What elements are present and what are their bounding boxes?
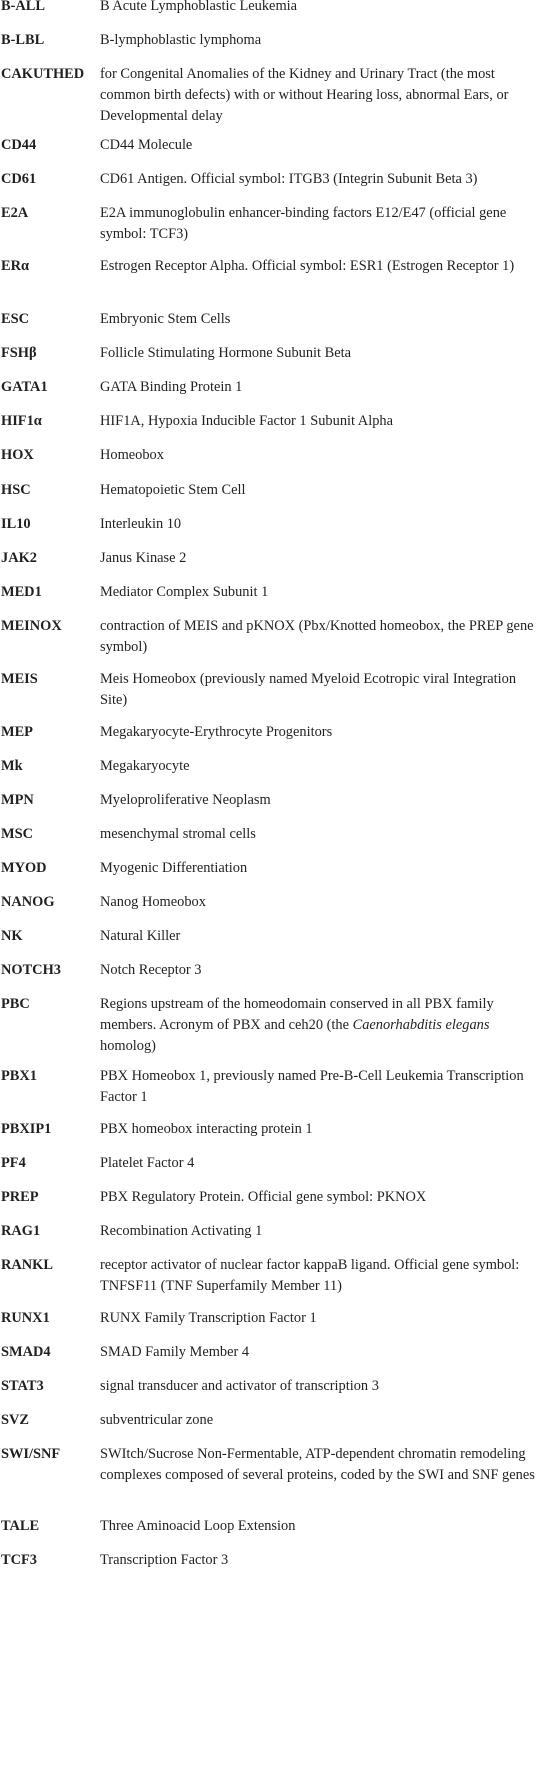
glossary-definition: E2A immunoglobulin enhancer-binding factors E12/E47 (official gene symbol: TCF3)	[100, 205, 507, 242]
glossary-entry	[0, 0, 558, 17]
glossary-term: JAK2	[1, 550, 37, 566]
glossary-definition: RUNX Family Transcription Factor 1	[100, 1310, 317, 1326]
glossary-term: GATA1	[1, 379, 48, 395]
glossary-definition	[100, 994, 558, 1057]
glossary-entry	[0, 1153, 558, 1174]
glossary-definition: SWItch/Sucrose Non-Fermentable, ATP-dependent chromatin remodeling complexes composed of several proteins, coded by the SWI and SNF genes	[100, 1446, 535, 1483]
glossary-definition: Hematopoietic Stem Cell	[100, 482, 246, 498]
glossary-term: MSC	[1, 826, 33, 842]
glossary-term: PBXIP1	[1, 1121, 52, 1137]
glossary-entry	[0, 30, 558, 51]
species-name: Caenorhabditis elegans	[352, 1017, 490, 1033]
glossary-entry	[0, 616, 558, 658]
glossary-definition: Notch Receptor 3	[100, 962, 202, 978]
glossary-definition: Follicle Stimulating Hormone Subunit Beta	[100, 345, 352, 361]
glossary-entry	[0, 203, 558, 245]
glossary-term: E2A	[1, 205, 29, 221]
glossary-definition: PBX Regulatory Protein. Official gene symbol: PKNOX	[100, 1189, 427, 1205]
definition-text: Regions upstream of the homeodomain conserved in all PBX family members. Acronym of PBX and ceh20 (the	[100, 996, 494, 1033]
glossary-definition: mesenchymal stromal cells	[100, 826, 256, 842]
glossary-definition: SMAD Family Member 4	[100, 1344, 250, 1360]
glossary-entry	[0, 824, 558, 845]
glossary-term: HIF1α	[1, 413, 42, 429]
glossary-term: RUNX1	[1, 1310, 50, 1326]
glossary-term: Mk	[1, 758, 23, 774]
glossary-term: ERα	[1, 258, 30, 274]
glossary-definition: GATA Binding Protein 1	[100, 379, 243, 395]
glossary-term: SVZ	[1, 1412, 29, 1428]
glossary-definition: PBX Homeobox 1, previously named Pre-B-Cell Leukemia Transcription Factor 1	[100, 1068, 524, 1105]
glossary-entry	[0, 1516, 558, 1537]
glossary-definition: Meis Homeobox (previously named Myeloid Ecotropic viral Integration Site)	[100, 671, 517, 708]
glossary-term: MED1	[1, 584, 42, 600]
glossary-term: RANKL	[1, 1257, 53, 1273]
glossary-entry	[0, 514, 558, 535]
glossary-term: HOX	[1, 447, 34, 463]
glossary-entry	[0, 669, 558, 711]
glossary-entry	[0, 1119, 558, 1140]
glossary-term: SMAD4	[1, 1344, 51, 1360]
glossary-term: MYOD	[1, 860, 47, 876]
glossary-entry	[0, 135, 558, 156]
glossary-entry	[0, 722, 558, 743]
glossary-definition: subventricular zone	[100, 1412, 214, 1428]
glossary-term: SWI/SNF	[1, 1446, 61, 1462]
glossary-definition: CD44 Molecule	[100, 137, 193, 153]
glossary-definition: Janus Kinase 2	[100, 550, 187, 566]
glossary-term: MEINOX	[1, 618, 62, 634]
glossary-definition: Megakaryocyte	[100, 758, 190, 774]
glossary-entry	[0, 256, 558, 277]
glossary-definition: B Acute Lymphoblastic Leukemia	[100, 0, 298, 14]
definition-text: homolog)	[100, 1038, 156, 1054]
glossary-term: NANOG	[1, 894, 55, 910]
glossary-entry	[0, 169, 558, 190]
glossary-definition: Myogenic Differentiation	[100, 860, 248, 876]
glossary-entry	[0, 64, 558, 127]
glossary-definition: Three Aminoacid Loop Extension	[100, 1518, 296, 1534]
glossary-entry	[0, 858, 558, 879]
glossary-entry	[0, 1221, 558, 1242]
glossary-definition: Recombination Activating 1	[100, 1223, 263, 1239]
glossary-definition: Megakaryocyte-Erythrocyte Progenitors	[100, 724, 333, 740]
glossary-term: TALE	[1, 1518, 40, 1534]
glossary-entry	[0, 994, 558, 1057]
glossary-entry	[0, 1066, 558, 1108]
glossary-term: TCF3	[1, 1552, 37, 1568]
glossary-definition: Platelet Factor 4	[100, 1155, 195, 1171]
glossary-entry	[0, 377, 558, 398]
glossary-term: RAG1	[1, 1223, 41, 1239]
glossary-entry	[0, 1376, 558, 1397]
glossary-entry	[0, 1187, 558, 1208]
glossary-term: MEIS	[1, 671, 38, 687]
glossary-term: PF4	[1, 1155, 26, 1171]
glossary-entry	[0, 1550, 558, 1571]
glossary-term: B-LBL	[1, 32, 45, 48]
glossary-term: MPN	[1, 792, 34, 808]
glossary-entry	[0, 582, 558, 603]
glossary-term: PBC	[1, 996, 30, 1012]
glossary-term: ESC	[1, 311, 29, 327]
glossary-entry	[0, 892, 558, 913]
glossary-entry	[0, 548, 558, 569]
glossary-term: B-ALL	[1, 0, 45, 14]
glossary-entry	[0, 790, 558, 811]
glossary-definition: PBX homeobox interacting protein 1	[100, 1121, 313, 1137]
glossary-term: PREP	[1, 1189, 39, 1205]
glossary-entry	[0, 480, 558, 501]
glossary-definition: Mediator Complex Subunit 1	[100, 584, 269, 600]
glossary-term: IL10	[1, 516, 31, 532]
glossary-definition: B-lymphoblastic lymphoma	[100, 32, 262, 48]
glossary-term: CAKUTHED	[1, 66, 85, 82]
glossary-definition: Natural Killer	[100, 928, 181, 944]
glossary-term: PBX1	[1, 1068, 37, 1084]
glossary-entry	[0, 343, 558, 364]
glossary-definition: CD61 Antigen. Official symbol: ITGB3 (Integrin Subunit Beta 3)	[100, 171, 478, 187]
glossary-term: NK	[1, 928, 23, 944]
glossary-entry	[0, 1342, 558, 1363]
glossary-definition: HIF1A, Hypoxia Inducible Factor 1 Subunit Alpha	[100, 413, 393, 429]
glossary-entry	[0, 445, 558, 466]
glossary-term: STAT3	[1, 1378, 44, 1394]
glossary-term: CD44	[1, 137, 37, 153]
glossary-entry	[0, 1255, 558, 1297]
glossary-term: MEP	[1, 724, 33, 740]
glossary-definition: receptor activator of nuclear factor kappaB ligand. Official gene symbol: TNFSF11 (TNF Superfamily Member 11)	[100, 1257, 520, 1294]
glossary-definition: Myeloproliferative Neoplasm	[100, 792, 271, 808]
glossary-definition: contraction of MEIS and pKNOX (Pbx/Knotted homeobox, the PREP gene symbol)	[100, 618, 534, 655]
glossary-definition: Embryonic Stem Cells	[100, 311, 231, 327]
glossary-definition: Nanog Homeobox	[100, 894, 206, 910]
glossary-definition: Interleukin 10	[100, 516, 182, 532]
glossary-entry	[0, 1308, 558, 1329]
glossary-definition: Homeobox	[100, 447, 164, 463]
glossary-definition: for Congenital Anomalies of the Kidney and Urinary Tract (the most common birth defects) with or without Hearing loss, abnormal Ears, or Developmental delay	[100, 66, 509, 124]
glossary-definition: Transcription Factor 3	[100, 1552, 229, 1568]
glossary-entry	[0, 411, 558, 432]
glossary-entry	[0, 309, 558, 330]
glossary-term: HSC	[1, 482, 31, 498]
glossary-definition: signal transducer and activator of transcription 3	[100, 1378, 379, 1394]
glossary-entry	[0, 756, 558, 777]
glossary-term: CD61	[1, 171, 37, 187]
glossary-entry	[0, 1444, 558, 1486]
glossary-entry	[0, 926, 558, 947]
glossary-entry	[0, 960, 558, 981]
glossary-entry	[0, 1410, 558, 1431]
glossary-term: NOTCH3	[1, 962, 61, 978]
glossary-term: FSHβ	[1, 345, 37, 361]
glossary-definition: Estrogen Receptor Alpha. Official symbol: ESR1 (Estrogen Receptor 1)	[100, 258, 515, 274]
